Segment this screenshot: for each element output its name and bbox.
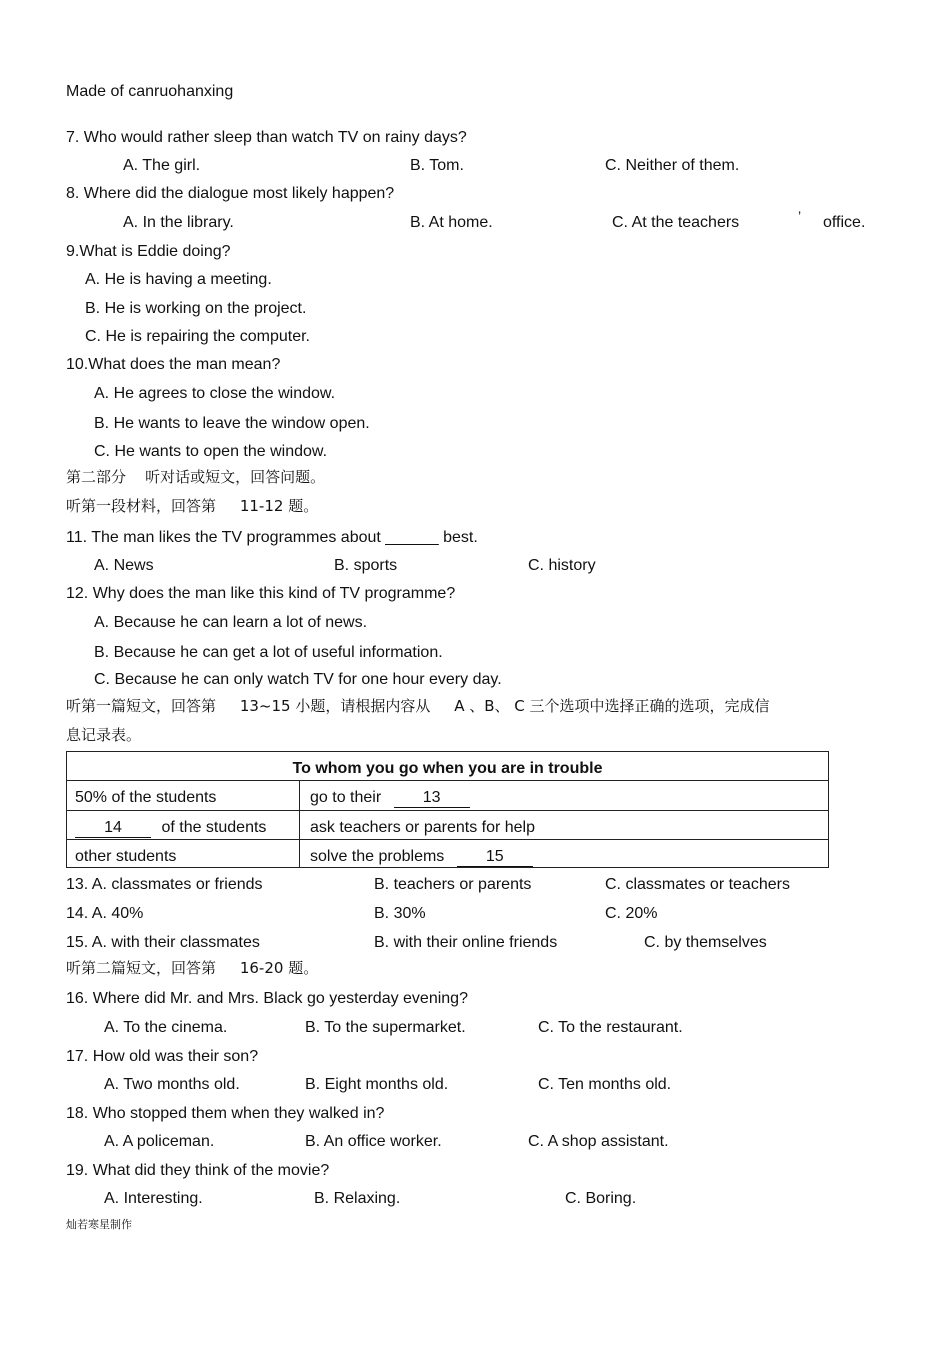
q9-option-b: B. He is working on the project.: [85, 300, 307, 317]
blank-14: 14: [75, 820, 151, 838]
q8-apostrophe: ’: [798, 208, 802, 224]
q11-option-c: C. history: [528, 557, 596, 574]
part2-sub1: 听第一段材料，回答第 11-12 题。: [66, 497, 319, 515]
q13-option-c: C. classmates or teachers: [605, 876, 790, 893]
question-8: 8. Where did the dialogue most likely happen?: [66, 185, 395, 202]
table-r2-c2: ask teachers or parents for help: [310, 819, 536, 836]
q8-option-c: C. At the teachers: [612, 214, 740, 231]
table-rule: [67, 839, 828, 840]
table-r3-c2: [310, 849, 533, 867]
footer-text: 灿若寒星制作: [66, 1218, 132, 1231]
table-divider: [299, 780, 300, 867]
q14-option-b: B. 30%: [374, 905, 426, 922]
question-11: 11. The man likes the TV programmes about ______ best.: [66, 529, 478, 546]
q8-option-c-end: office.: [823, 214, 866, 231]
q15-option-a: 15. A. with their classmates: [66, 934, 260, 951]
q17-option-a: A. Two months old.: [104, 1076, 240, 1093]
table-r2-c1: [75, 820, 266, 838]
q18-option-c: C. A shop assistant.: [528, 1133, 669, 1150]
q19-option-c: C. Boring.: [565, 1190, 637, 1207]
q19-option-b: B. Relaxing.: [314, 1190, 401, 1207]
question-17: 17. How old was their son?: [66, 1048, 259, 1065]
q7-option-c: C. Neither of them.: [605, 157, 740, 174]
q16-option-a: A. To the cinema.: [104, 1019, 228, 1036]
q12-option-a: A. Because he can learn a lot of news.: [94, 614, 368, 631]
q13-option-b: B. teachers or parents: [374, 876, 532, 893]
blank-15: 15: [457, 849, 533, 867]
table-r2-c1-text: of the students: [161, 819, 267, 836]
q16-option-c: C. To the restaurant.: [538, 1019, 683, 1036]
table-title: To whom you go when you are in trouble: [292, 760, 603, 777]
table-r3-c1: other students: [75, 848, 177, 865]
question-10: 10.What does the man mean?: [66, 356, 281, 373]
q7-option-a: A. The girl.: [123, 157, 201, 174]
table-r3-c2-text: solve the problems: [310, 848, 445, 865]
q13-option-a: 13. A. classmates or friends: [66, 876, 263, 893]
part2-title: 第二部分 听对话或短文，回答问题。: [66, 468, 326, 486]
q8-option-a: A. In the library.: [123, 214, 234, 231]
q18-option-a: A. A policeman.: [104, 1133, 215, 1150]
question-12: 12. Why does the man like this kind of TV programme?: [66, 585, 456, 602]
question-19: 19. What did they think of the movie?: [66, 1162, 330, 1179]
table-rule: [67, 780, 828, 781]
q18-option-b: B. An office worker.: [305, 1133, 442, 1150]
header-text: Made of canruohanxing: [66, 83, 234, 100]
q10-option-a: A. He agrees to close the window.: [94, 385, 336, 402]
q12-option-c: C. Because he can only watch TV for one hour every day.: [94, 671, 502, 688]
q16-option-b: B. To the supermarket.: [305, 1019, 466, 1036]
info-table: [66, 751, 829, 868]
passage1-line1: 听第一篇短文，回答第 13~15 小题，请根据内容从 A 、B、 C 三个选项中选择正确的选项，完成信: [66, 697, 770, 715]
passage1-line2: 息记录表。: [66, 726, 142, 744]
q17-option-b: B. Eight months old.: [305, 1076, 449, 1093]
q9-option-c: C. He is repairing the computer.: [85, 328, 310, 345]
question-18: 18. Who stopped them when they walked in?: [66, 1105, 385, 1122]
q7-option-b: B. Tom.: [410, 157, 464, 174]
q14-option-c: C. 20%: [605, 905, 658, 922]
q19-option-a: A. Interesting.: [104, 1190, 203, 1207]
q17-option-c: C. Ten months old.: [538, 1076, 672, 1093]
q12-option-b: B. Because he can get a lot of useful information.: [94, 644, 443, 661]
passage2-title: 听第二篇短文，回答第 16-20 题。: [66, 959, 319, 977]
q10-option-b: B. He wants to leave the window open.: [94, 415, 370, 432]
table-rule: [67, 810, 828, 811]
q10-option-c: C. He wants to open the window.: [94, 443, 328, 460]
table-r1-c2-text: go to their: [310, 789, 382, 806]
q11-option-a: A. News: [94, 557, 154, 574]
question-16: 16. Where did Mr. and Mrs. Black go yesterday evening?: [66, 990, 468, 1007]
question-7: 7. Who would rather sleep than watch TV on rainy days?: [66, 129, 467, 146]
q8-option-b: B. At home.: [410, 214, 493, 231]
q9-option-a: A. He is having a meeting.: [85, 271, 272, 288]
q14-option-a: 14. A. 40%: [66, 905, 144, 922]
table-r1-c1: 50% of the students: [75, 789, 217, 806]
blank-13: 13: [394, 790, 470, 808]
q15-option-c: C. by themselves: [644, 934, 767, 951]
table-r1-c2: [310, 790, 470, 808]
q15-option-b: B. with their online friends: [374, 934, 558, 951]
question-9: 9.What is Eddie doing?: [66, 243, 231, 260]
q11-option-b: B. sports: [334, 557, 398, 574]
